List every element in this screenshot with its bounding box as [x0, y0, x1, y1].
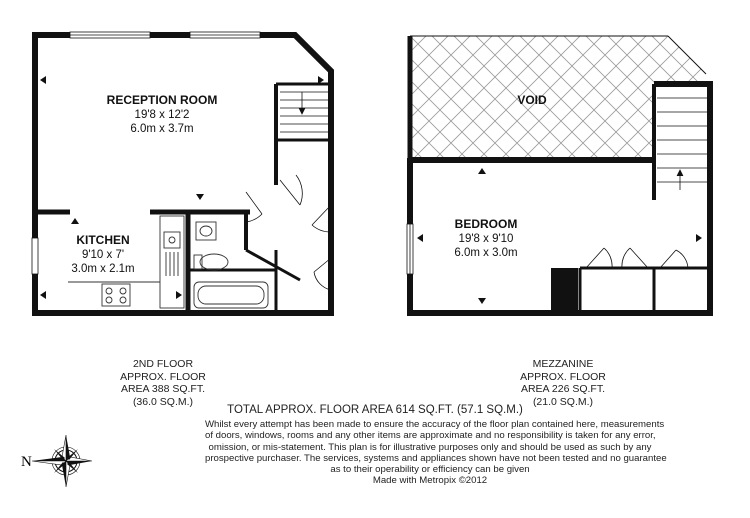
room-dimensions-metric: 6.0m x 3.7m	[130, 123, 194, 135]
caption-line: AREA 226 SQ.FT.	[520, 383, 606, 395]
disclaimer-line: Made with Metropix ©2012	[372, 475, 488, 487]
compass-rose-icon	[32, 435, 92, 487]
room-label: BEDROOM	[454, 217, 518, 231]
caption-line: AREA 388 SQ.FT.	[120, 383, 206, 395]
mezzanine-plan	[407, 36, 710, 313]
compass-north-label: N	[21, 454, 32, 470]
disclaimer-line: omission, or mis-statement. This plan is for illustrative purposes only and should be used as such by any	[208, 441, 652, 453]
kitchen-fixtures	[68, 216, 184, 308]
room-dimensions-imperial: 19'8 x 9'10	[458, 233, 514, 245]
second-floor-plan	[32, 32, 331, 313]
room-label: KITCHEN	[76, 233, 130, 247]
caption-line: 2ND FLOOR	[132, 358, 194, 370]
caption-line: (21.0 SQ.M.)	[532, 395, 594, 408]
room-dimensions-imperial: 19'8 x 12'2	[134, 109, 190, 121]
sink-icon	[164, 232, 180, 248]
caption-line: (36.0 SQ.M.)	[132, 395, 194, 408]
caption-line: APPROX. FLOOR	[520, 370, 606, 383]
disclaimer-line: Whilst every attempt has been made to ensure the accuracy of the floor plan contained here, measurements	[205, 419, 665, 430]
room-label: RECEPTION ROOM	[106, 93, 218, 107]
floor-caption-2nd-floor	[108, 358, 218, 408]
toilet-icon	[200, 254, 228, 270]
room-label: VOID	[517, 93, 547, 107]
disclaimer-line: as to their operability or efficiency can be given	[330, 464, 530, 476]
total-floor-area: TOTAL APPROX. FLOOR AREA 614 SQ.FT. (57.1 SQ.M.)	[227, 404, 523, 416]
window-left	[32, 238, 38, 274]
caption-line: APPROX. FLOOR	[120, 370, 206, 383]
hob-icon	[102, 284, 130, 306]
wardrobes	[580, 248, 710, 313]
disclaimer-line: prospective purchaser. The services, systems and appliances shown have not been tested and no guarantee	[205, 452, 667, 464]
hall-wall	[246, 250, 300, 280]
staircase	[657, 98, 707, 190]
bathroom-fixtures	[194, 222, 268, 308]
drainer	[166, 252, 178, 276]
staircase	[280, 92, 328, 132]
floor-caption-mezzanine	[508, 358, 618, 408]
room-dimensions-imperial: 9'10 x 7'	[81, 249, 125, 261]
caption-line: MEZZANINE	[532, 358, 594, 370]
chimney-block	[551, 268, 578, 313]
room-dimensions-metric: 6.0m x 3.0m	[454, 247, 518, 259]
basin-icon	[196, 222, 216, 240]
disclaimer	[205, 419, 667, 487]
disclaimer-line: of doors, windows, rooms and any other items are approximate and no responsibility is taken for any error,	[205, 430, 656, 442]
room-dimensions-metric: 3.0m x 2.1m	[71, 263, 135, 275]
